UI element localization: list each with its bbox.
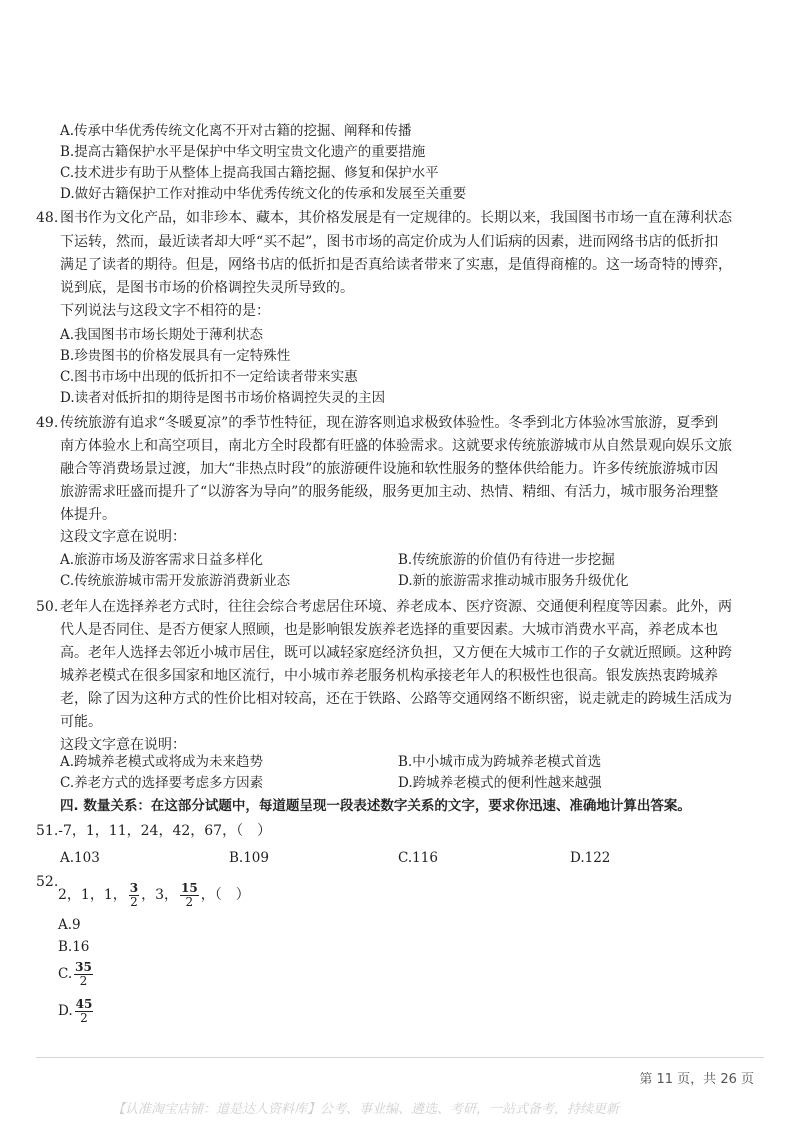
q52-seq-suffix: ，（ ） <box>200 887 250 903</box>
q48-text-line-4: 说到底，是图书市场的价格调控失灵所导致的。 <box>60 280 354 296</box>
q49-option-a: A.旅游市场及游客需求日益多样化 <box>60 552 264 568</box>
q47-option-b: B.提高古籍保护水平是保护中华文明宝贵文化遗产的重要措施 <box>60 144 426 160</box>
q52-sequence <box>58 880 250 910</box>
q51-option-d: D.122 <box>570 850 611 866</box>
q48-text-line-1: 图书作为文化产品，如非珍本、藏本，其价格发展是有一定规律的。长期以来，我国图书市场一直在薄利状态 <box>60 210 732 226</box>
q48-number: 48. <box>36 210 59 226</box>
q52-seq-prefix: 2，1，1， <box>58 887 127 903</box>
q51-stem: 51.-7，1，11，24，42，67，（ ） <box>36 823 272 839</box>
q52-option-d-fraction: $\frac{45}{2}$ <box>75 997 93 1025</box>
q50-text-line-2: 代人是否同住、是否方便家人照顾，也是影响银发族养老选择的重要因素。大城市消费水平高，养老成本也 <box>60 622 718 638</box>
q52-option-c: C. $\frac{35}{2}$ <box>58 960 92 988</box>
watermark: 【认准淘宝店铺：道是达人资料库】公考、事业编、遴选、考研，一站式备考，持续更新 <box>112 1102 620 1117</box>
q50-text-line-1: 老年人在选择养老方式时，往往会综合考虑居住环境、养老成本、医疗资源、交通便利程度等因素。此外，两 <box>60 599 732 615</box>
footer-divider <box>36 1057 764 1058</box>
q50-number: 50. <box>36 599 59 615</box>
q52-option-b: B.16 <box>58 939 90 955</box>
q48-prompt: 下列说法与这段文字不相符的是： <box>60 303 270 319</box>
q51-option-a: A.103 <box>60 850 100 866</box>
q50-option-d: D.跨城养老模式的便利性越来越强 <box>398 775 602 791</box>
q51-option-c: C.116 <box>398 850 438 866</box>
q50-text-line-3: 高。老年人选择去邻近小城市居住，既可以减轻家庭经济负担，又方便在大城市工作的子女就近照顾。这种跨 <box>60 645 732 661</box>
q49-text-line-3: 融合等消费场景过渡，加大“非热点时段”的旅游硬件设施和软性服务的整体供给能力。许多传统旅游城市因 <box>60 461 719 477</box>
q48-text-line-2: 下运转，然而，最近读者却大呼“买不起”，图书市场的高定价成为人们诟病的因素，进而网络书店的低折扣 <box>60 234 719 250</box>
q50-option-b: B.中小城市成为跨城养老模式首选 <box>398 754 602 770</box>
q52-option-d: D. $\frac{45}{2}$ <box>58 997 93 1025</box>
q49-number: 49. <box>36 415 59 431</box>
q49-option-c: C.传统旅游城市需开发旅游消费新业态 <box>60 573 291 589</box>
page-indicator: 第 11 页，共 26 页 <box>639 1072 754 1087</box>
section-heading: 四. 数量关系：在这部分试题中，每道题呈现一段表述数字关系的文字，要求你迅速、准确地计算出答案。 <box>60 798 691 814</box>
q52-fraction-1: $\frac{3}{2}$ <box>129 880 139 909</box>
q47-option-c: C.技术进步有助于从整体上提高我国古籍挖掘、修复和保护水平 <box>60 165 439 181</box>
q52-option-a: A.9 <box>58 917 81 933</box>
q48-option-a: A.我国图书市场长期处于薄利状态 <box>60 327 264 343</box>
q49-option-d: D.新的旅游需求推动城市服务升级优化 <box>398 573 629 589</box>
q50-option-a: A.跨城养老模式或将成为未来趋势 <box>60 754 264 770</box>
q49-text-line-5: 体提升。 <box>60 507 116 523</box>
q52-option-c-fraction: $\frac{35}{2}$ <box>75 960 92 988</box>
q49-option-b: B.传统旅游的价值仍有待进一步挖掘 <box>398 552 615 568</box>
q48-option-c: C.图书市场中出现的低折扣不一定给读者带来实惠 <box>60 369 358 385</box>
q51-option-b: B.109 <box>229 850 269 866</box>
q47-option-d: D.做好古籍保护工作对推动中华优秀传统文化的传承和发展至关重要 <box>60 186 467 202</box>
q48-option-d: D.读者对低折扣的期待是图书市场价格调控失灵的主因 <box>60 390 386 406</box>
q49-text-line-1: 传统旅游有追求“冬暖夏凉”的季节性特征，现在游客则追求极致体验性。冬季到北方体验冰雪旅游，夏季到 <box>60 415 719 431</box>
q48-option-b: B.珍贵图书的价格发展具有一定特殊性 <box>60 348 291 364</box>
q52-number: 52. <box>36 874 59 890</box>
q50-prompt: 这段文字意在说明： <box>60 737 186 753</box>
q49-text-line-4: 旅游需求旺盛而提升了“以游客为导向”的服务能级，服务更加主动、热情、精细、有活力，城市服务治理整 <box>60 484 719 500</box>
q48-text-line-3: 满足了读者的期待。但是，网络书店的低折扣是否真给读者带来了实惠，是值得商榷的。这一场奇特的博弈， <box>60 257 732 273</box>
q50-text-line-6: 可能。 <box>60 714 102 730</box>
q50-text-line-5: 老，除了因为这种方式的性价比相对较高，还在于铁路、公路等交通网络不断织密，说走就走的跨城生活成为 <box>60 691 732 707</box>
q49-text-line-2: 南方体验水上和高空项目，南北方全时段都有旺盛的体验需求。这就要求传统旅游城市从自然景观向娱乐文旅 <box>60 438 732 454</box>
q50-text-line-4: 城养老模式在很多国家和地区流行，中小城市养老服务机构承接老年人的积极性也很高。银发族热衷跨城养 <box>60 668 718 684</box>
q47-option-a: A.传承中华优秀传统文化离不开对古籍的挖掘、阐释和传播 <box>60 123 412 139</box>
q52-seq-mid: ，3， <box>141 887 179 903</box>
q49-prompt: 这段文字意在说明： <box>60 529 186 545</box>
q50-option-c: C.养老方式的选择要考虑多方因素 <box>60 775 264 791</box>
q52-fraction-2: $\frac{15}{2}$ <box>181 880 198 909</box>
